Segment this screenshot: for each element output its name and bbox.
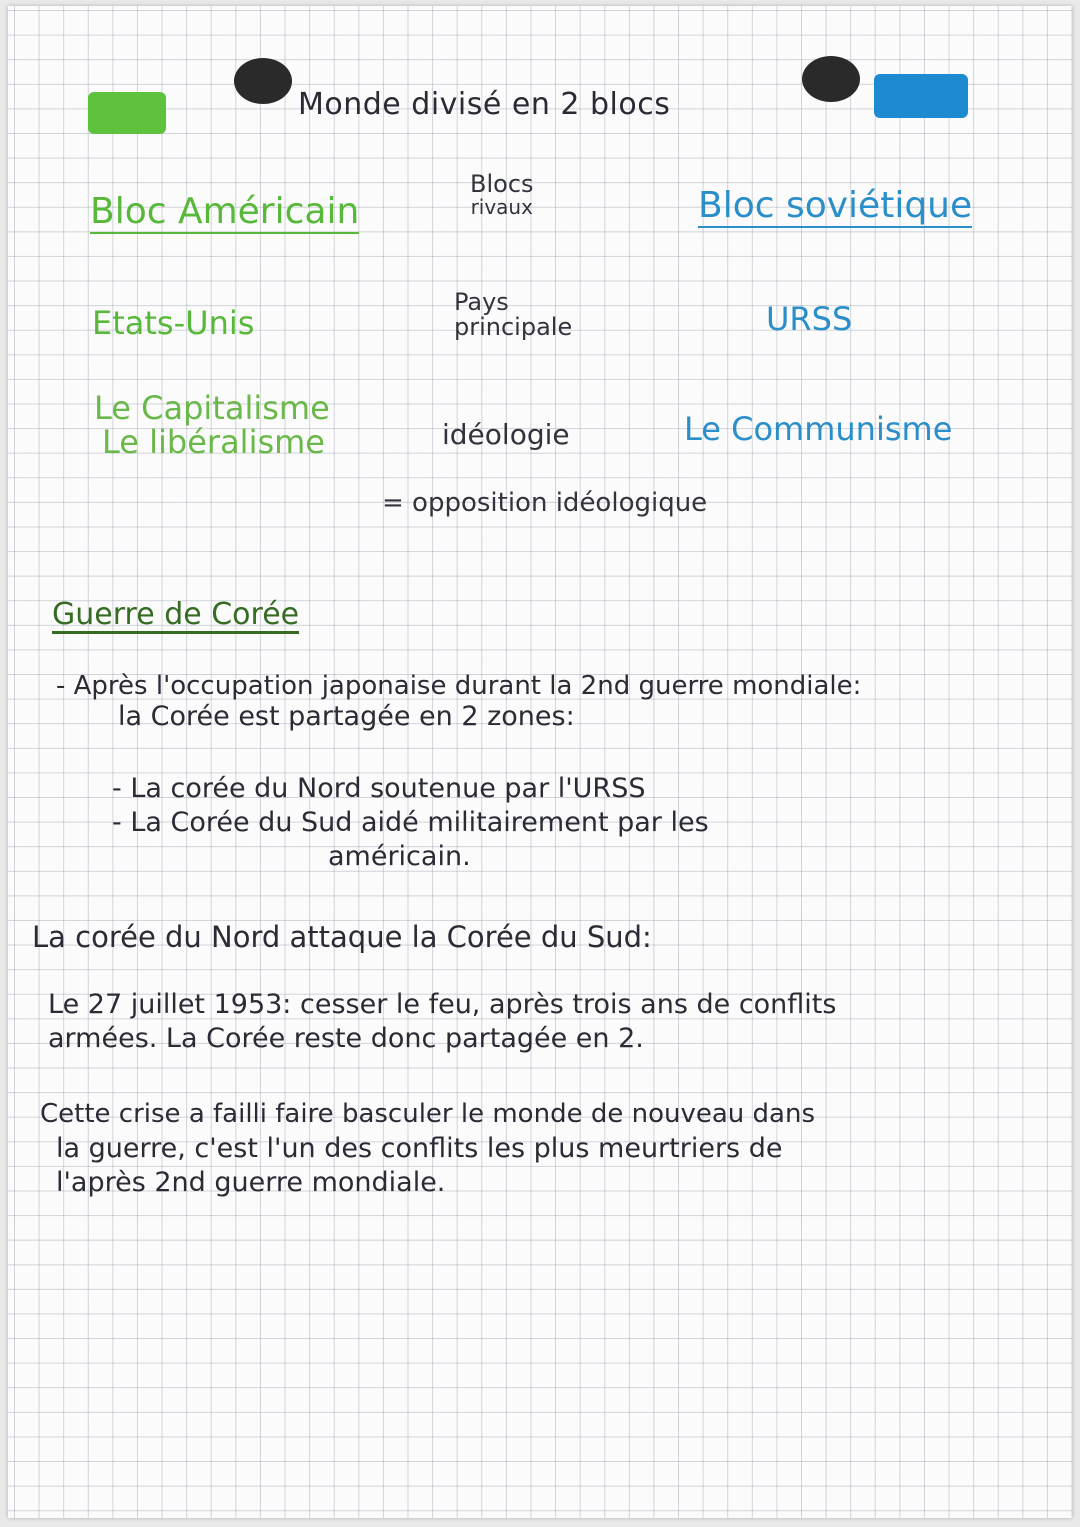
american-country: Etats-Unis xyxy=(92,304,255,342)
korea-zone-south-cont: américain. xyxy=(328,841,471,872)
korea-conclusion-line-3: l'après 2nd guerre mondiale. xyxy=(56,1167,446,1198)
korea-ceasefire-line-1: Le 27 juillet 1953: cesser le feu, après trois ans de conflits xyxy=(48,989,837,1020)
soviet-bloc-heading: Bloc soviétique xyxy=(698,185,973,226)
binder-hole-left xyxy=(234,58,292,104)
soviet-country: URSS xyxy=(766,300,853,338)
green-marker-tab xyxy=(88,92,166,134)
page-title: Monde divisé en 2 blocs xyxy=(298,87,671,122)
notebook-page xyxy=(8,6,1072,1518)
korea-ceasefire-line-2: armées. La Corée reste donc partagée en 2. xyxy=(48,1023,644,1054)
rival-blocs-label: Blocs rivaux xyxy=(470,170,534,220)
korea-heading: Guerre de Corée xyxy=(52,597,300,632)
soviet-ideology: Le Communisme xyxy=(684,410,953,448)
korea-zone-north: - La corée du Nord soutenue par l'URSS xyxy=(112,773,646,804)
korea-intro-line-1: - Après l'occupation japonaise durant la 2nd guerre mondiale: xyxy=(56,671,862,701)
main-country-label: Pays principale xyxy=(454,288,573,342)
korea-conclusion-line-2: la guerre, c'est l'un des conflits les plus meurtriers de xyxy=(56,1133,783,1164)
korea-attack: La corée du Nord attaque la Corée du Sud: xyxy=(32,920,652,954)
american-ideology: Le Capitalisme Le libéralisme xyxy=(94,389,330,461)
korea-zone-south: - La Corée du Sud aidé militairement par les xyxy=(112,807,709,838)
ideology-label: idéologie xyxy=(442,418,570,451)
american-bloc-heading: Bloc Américain xyxy=(90,191,360,232)
blue-marker-tab xyxy=(874,74,968,118)
korea-intro-line-2: la Corée est partagée en 2 zones: xyxy=(118,701,575,732)
ideological-opposition: = opposition idéologique xyxy=(382,488,708,518)
binder-hole-right xyxy=(802,56,860,102)
korea-conclusion-line-1: Cette crise a failli faire basculer le monde de nouveau dans xyxy=(40,1099,815,1129)
